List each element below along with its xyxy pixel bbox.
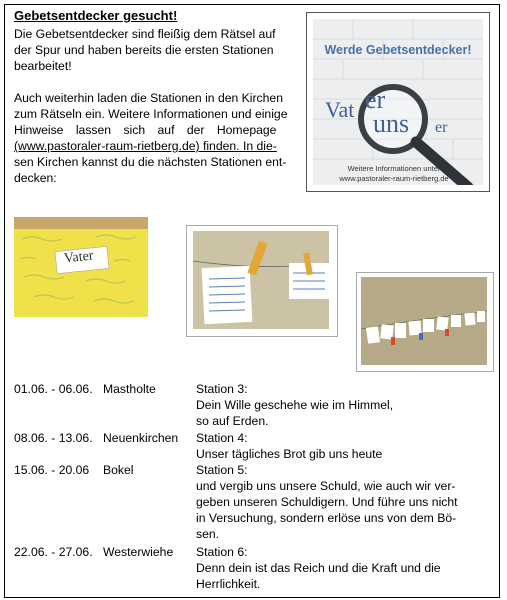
promo-footer-text: Weitere Informationen unter — [347, 164, 441, 173]
logo-vat: Vat — [325, 97, 355, 122]
station-title: Station 5: — [196, 463, 248, 477]
photo-vater-poster — [14, 217, 148, 317]
photo-hanging-cards — [193, 231, 329, 329]
promo-card — [306, 12, 490, 192]
schedule-date: 15.06. - 20.06 — [14, 463, 90, 477]
logo-er-small: er — [435, 119, 448, 136]
station-title: Station 3: — [196, 382, 248, 396]
schedule-place: Westerwiehe — [103, 545, 174, 559]
info-line: Auch weiterhin laden die Stationen in den Kirchen — [14, 91, 283, 105]
homepage-link[interactable]: (www.pastoraler-raum-rietberg.de) finden. In die- — [14, 139, 277, 153]
station-text: Unser tägliches Brot gib uns heute — [196, 447, 383, 461]
schedule-date: 01.06. - 06.06. — [14, 382, 93, 396]
station-text: in Versuchung, sondern erlöse uns von dem Bö- — [196, 511, 457, 525]
logo-uns: uns — [373, 109, 410, 138]
logo-er: er — [365, 85, 386, 114]
photo-card-line — [361, 277, 487, 365]
schedule-place: Mastholte — [103, 382, 156, 396]
intro-line: bearbeitet! — [14, 59, 72, 73]
schedule-station — [196, 544, 482, 592]
station-text: so auf Erden. — [196, 414, 269, 428]
station-text: Dein Wille geschehe wie im Himmel, — [196, 398, 394, 412]
info-line: sen Kirchen kannst du die nächsten Stationen ent- — [14, 155, 287, 169]
station-text: sen. — [196, 527, 220, 541]
poster-word-card: Vater — [63, 248, 95, 267]
intro-paragraph — [14, 26, 294, 74]
page-title: Gebetsentdecker gesucht! — [14, 8, 178, 23]
intro-line: der Spur und haben bereits die ersten Stationen — [14, 43, 274, 57]
station-text: Denn dein ist das Reich und die Kraft und die — [196, 561, 441, 575]
info-line: decken: — [14, 171, 57, 185]
schedule-date: 08.06. - 13.06. — [14, 431, 93, 445]
hanging-cards-illustration — [193, 231, 329, 329]
schedule-place: Neuenkirchen — [103, 431, 179, 445]
schedule-place: Bokel — [103, 463, 134, 477]
card-line-illustration — [361, 277, 487, 365]
schedule-station — [196, 430, 482, 462]
station-text: geben unseren Schuldigern. Und führe uns nicht — [196, 495, 458, 509]
station-title: Station 6: — [196, 545, 248, 559]
info-line: Hinweise lassen sich auf der Homepage — [14, 123, 277, 137]
schedule-station — [196, 462, 482, 542]
station-text: Herrlichkeit. — [196, 577, 261, 591]
promo-footer-url: www.pastoraler-raum-rietberg.de — [339, 174, 449, 183]
poster-illustration — [14, 217, 148, 317]
promo-card-image — [313, 19, 483, 185]
info-paragraph — [14, 90, 294, 186]
promo-headline: Werde Gebetsentdecker! — [324, 43, 472, 57]
station-title: Station 4: — [196, 431, 248, 445]
station-text: und vergib uns unsere Schuld, wie auch wir ver- — [196, 479, 456, 493]
schedule-station — [196, 381, 482, 429]
info-line: zum Rätseln ein. Weitere Informationen und einige — [14, 107, 288, 121]
intro-line: Die Gebetsentdecker sind fleißig dem Rätsel auf — [14, 27, 276, 41]
schedule-date: 22.06. - 27.06. — [14, 545, 93, 559]
